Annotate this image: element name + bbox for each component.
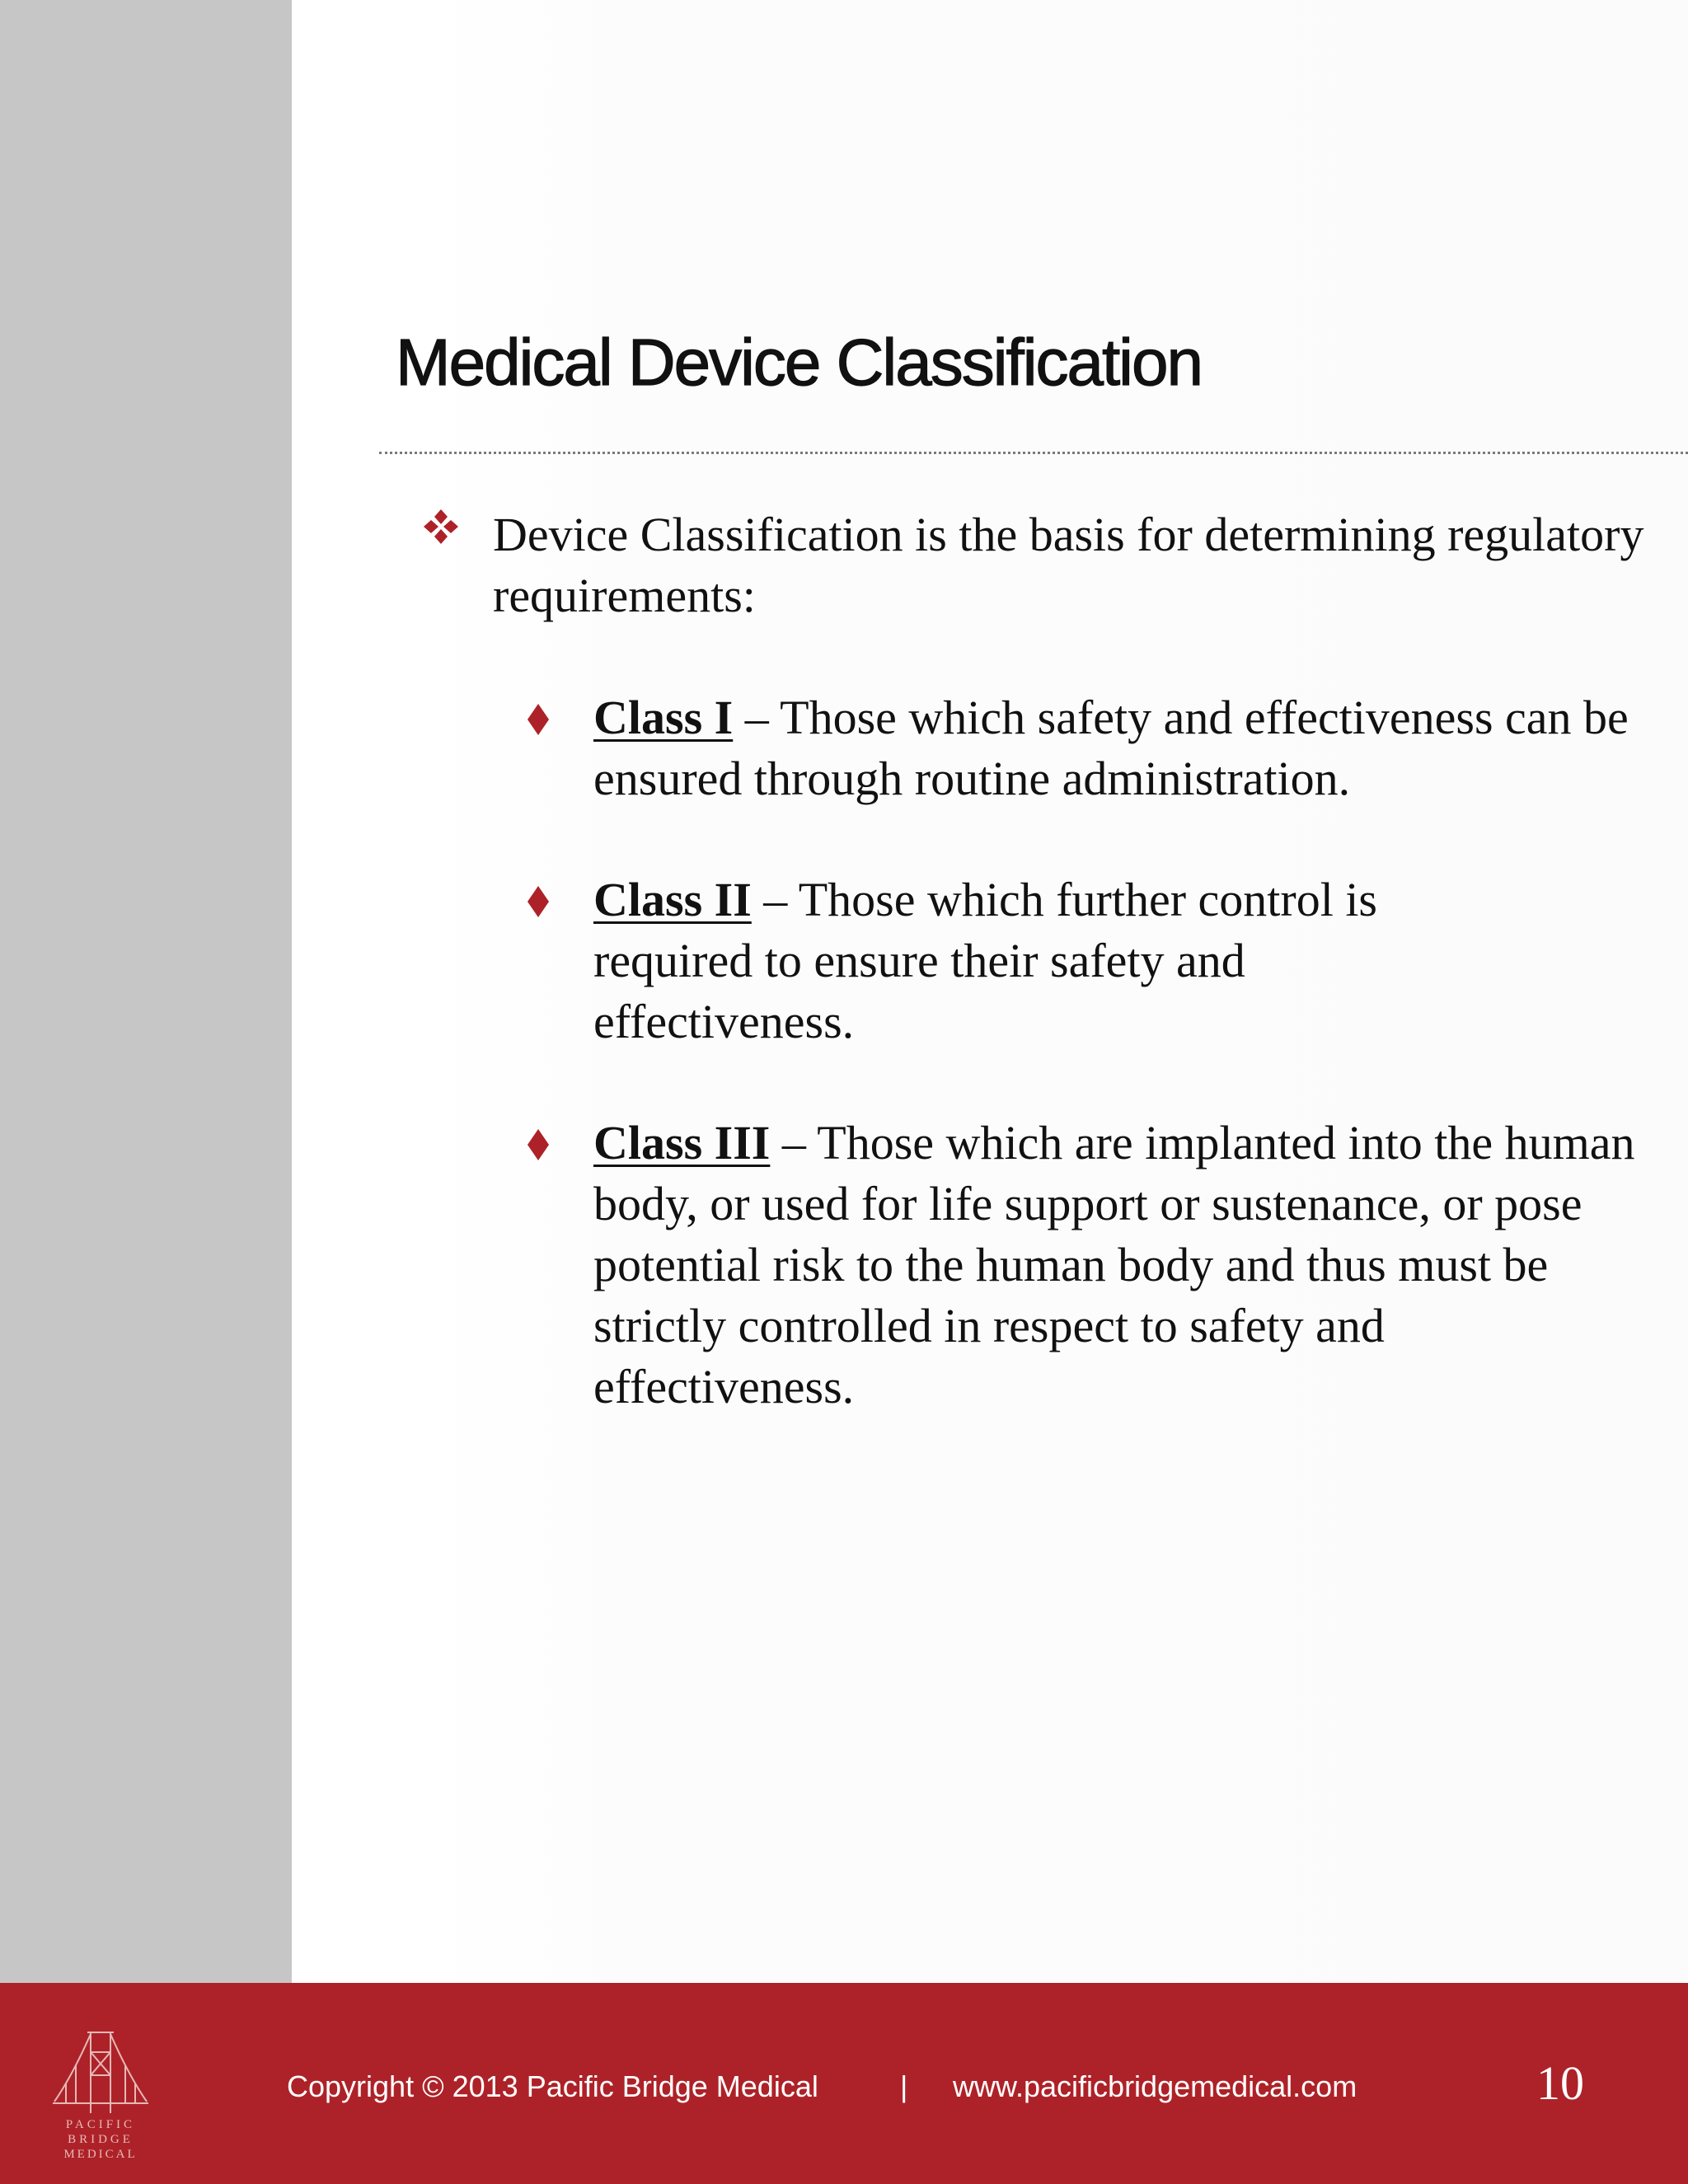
class-2-description: – Those which further control is required to ensure their safety and effectiveness. [593, 873, 1378, 1048]
logo-text-line-3: MEDICAL [63, 2148, 138, 2159]
four-diamond-bullet-icon [422, 508, 460, 546]
class-3-text [593, 1113, 1657, 1418]
intro-paragraph: Device Classification is the basis for determining regulatory requirements: [493, 508, 1644, 622]
logo-text-line-2: BRIDGE [68, 2133, 134, 2146]
class-1-text [593, 687, 1648, 809]
footer-website-link[interactable]: www.pacificbridgemedical.com [953, 2069, 1357, 2103]
footer-copyright: Copyright © 2013 Pacific Bridge Medical [287, 2069, 818, 2103]
class-3-label: Class III [593, 1116, 771, 1169]
left-side-band [0, 0, 292, 1983]
class-1-label: Class I [593, 691, 734, 744]
logo-text-line-1: PACIFIC [65, 2118, 136, 2131]
pacific-bridge-medical-logo-icon [51, 2027, 150, 2159]
diamond-bullet-icon [528, 886, 549, 917]
page-title: Medical Device Classification [396, 326, 1202, 399]
footer-bar [0, 1983, 1688, 2184]
page-number: 10 [1536, 2056, 1584, 2110]
class-1-description: – Those which safety and effectiveness can be ensured through routine administration. [593, 691, 1629, 805]
diamond-bullet-icon [528, 1129, 549, 1160]
class-2-label: Class II [593, 873, 752, 926]
class-3-description: – Those which are implanted into the human body, or used for life support or sustenance, or pose potential risk to the human body and thus must be strictly controlled in respect to safety and effectiveness. [593, 1116, 1635, 1413]
footer-separator: | [900, 2069, 908, 2103]
diamond-bullet-icon [528, 704, 549, 735]
class-2-text [593, 869, 1418, 1052]
title-dotted-divider [379, 452, 1688, 454]
